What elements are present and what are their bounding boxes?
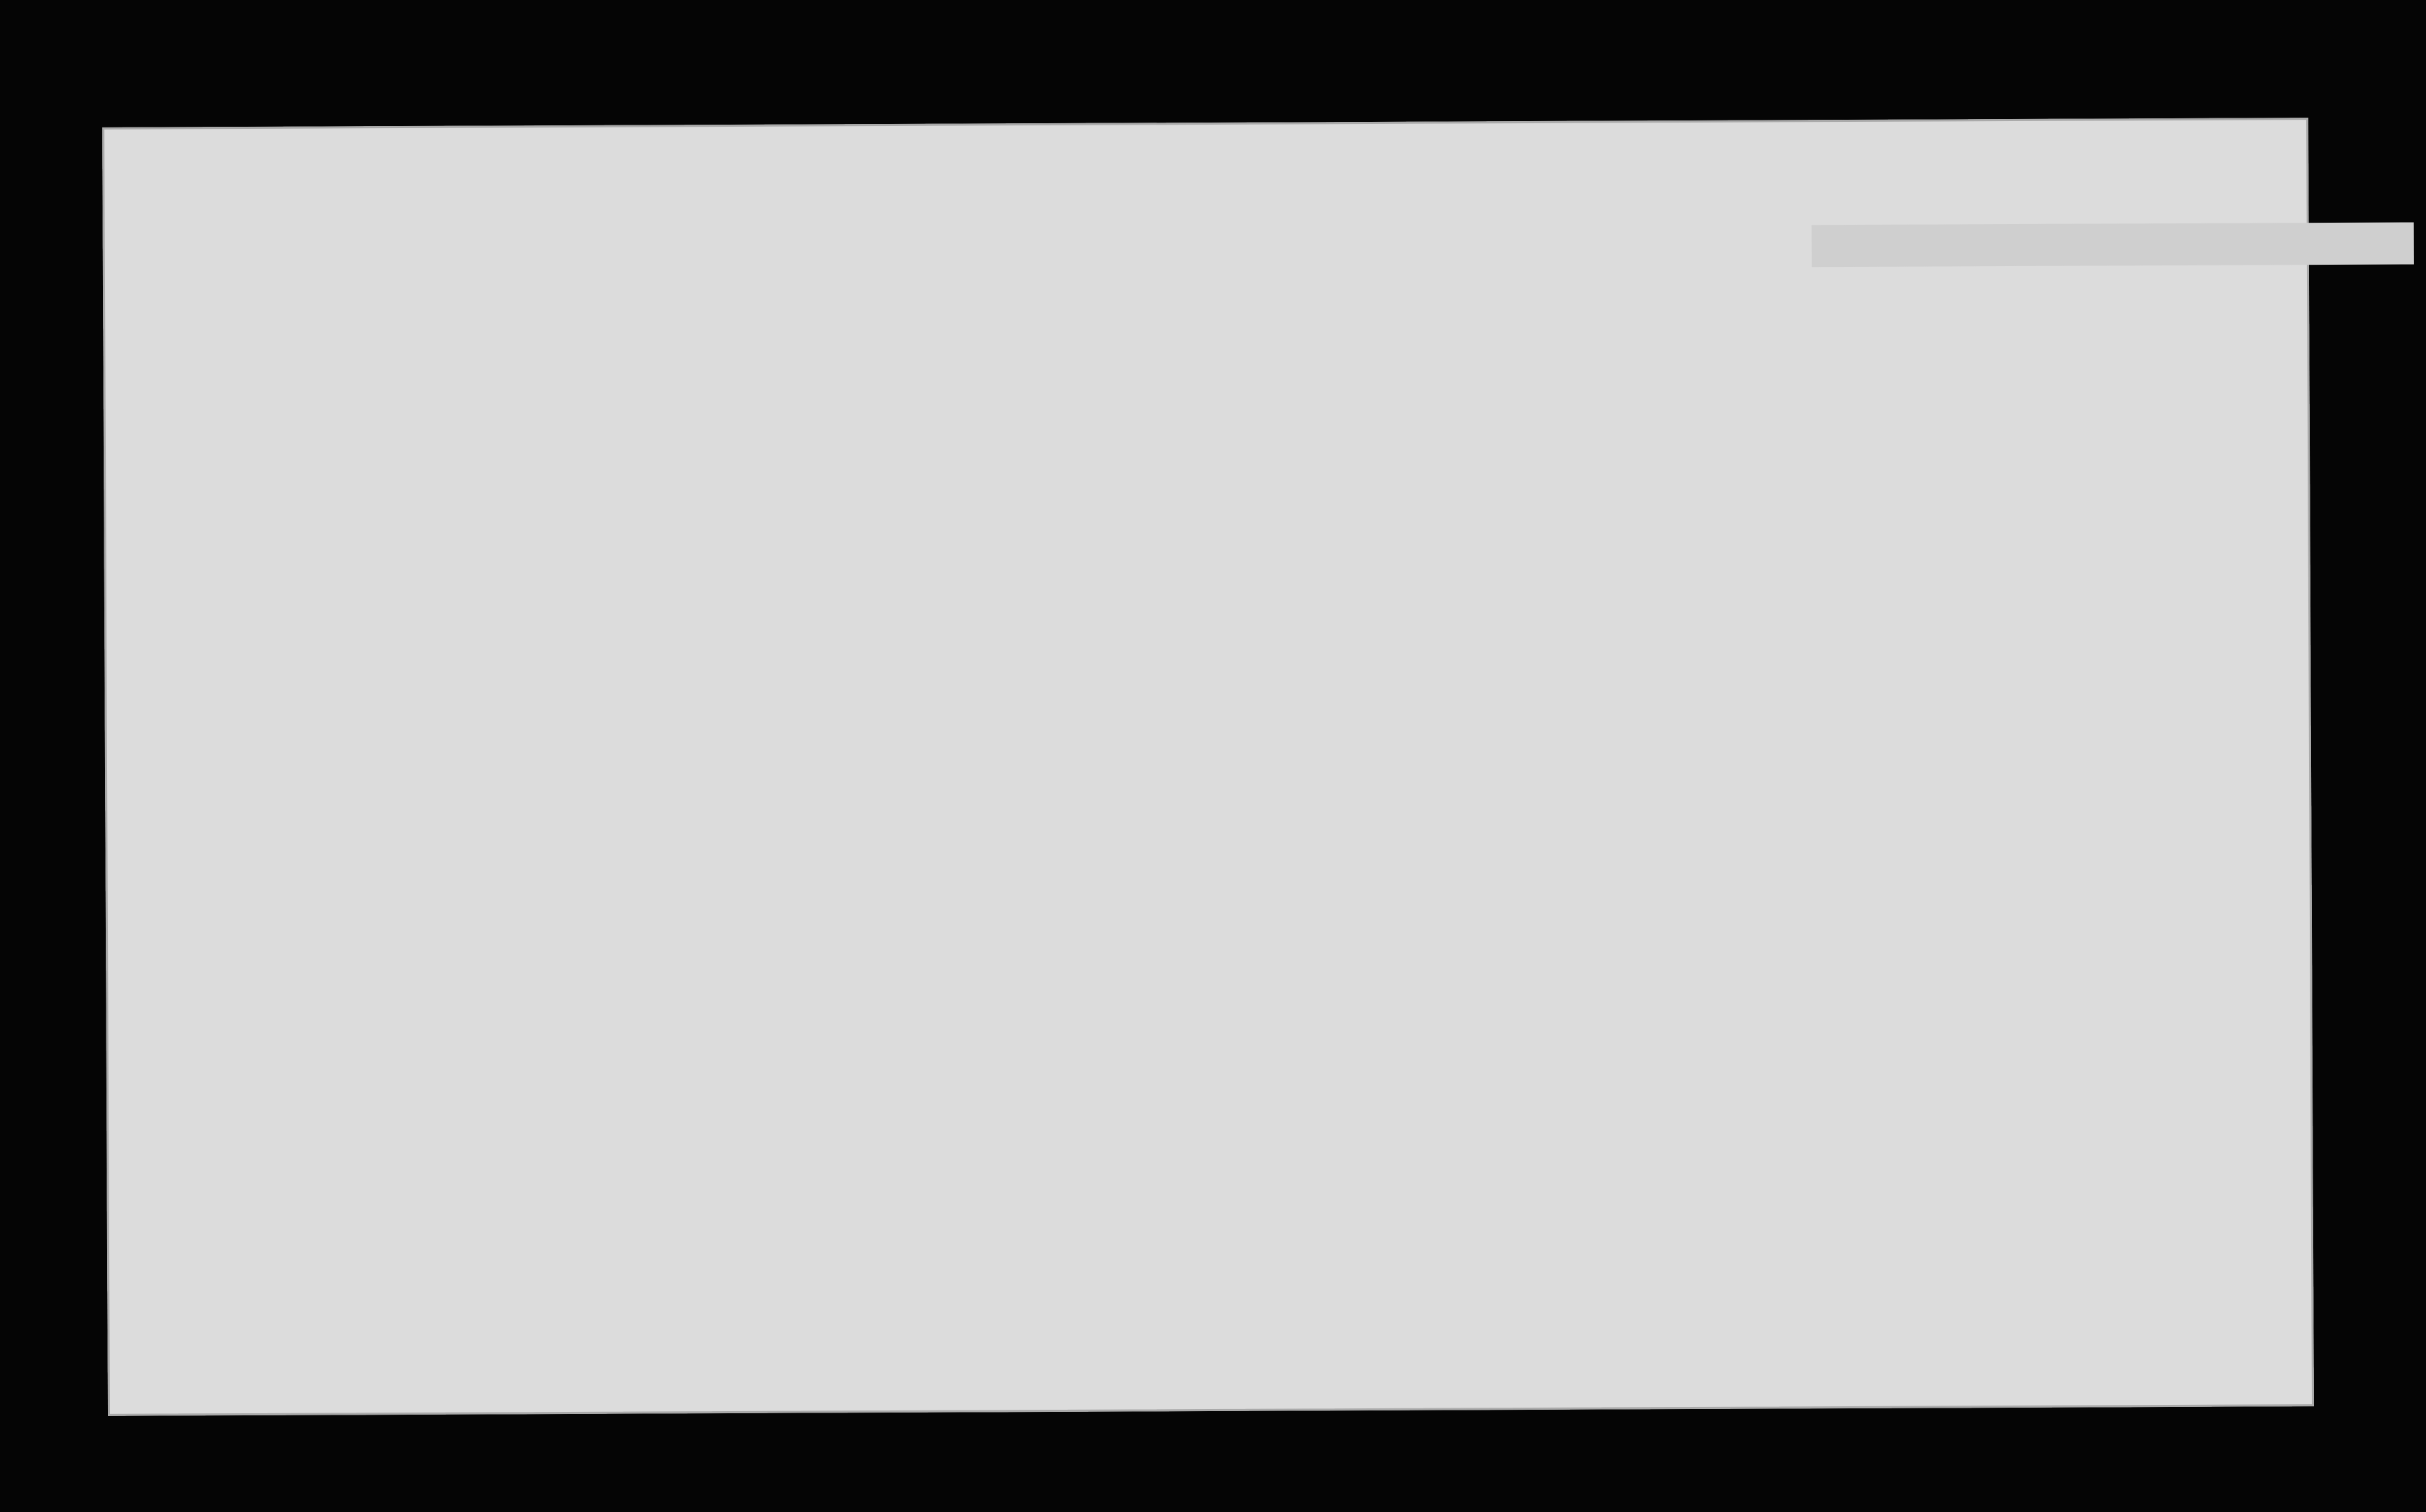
census-card bbox=[102, 118, 2314, 1416]
lease-table bbox=[102, 118, 2308, 127]
middle-section bbox=[102, 118, 2308, 127]
underlying-card-edge bbox=[1812, 222, 2414, 267]
crop-table bbox=[102, 118, 2308, 127]
